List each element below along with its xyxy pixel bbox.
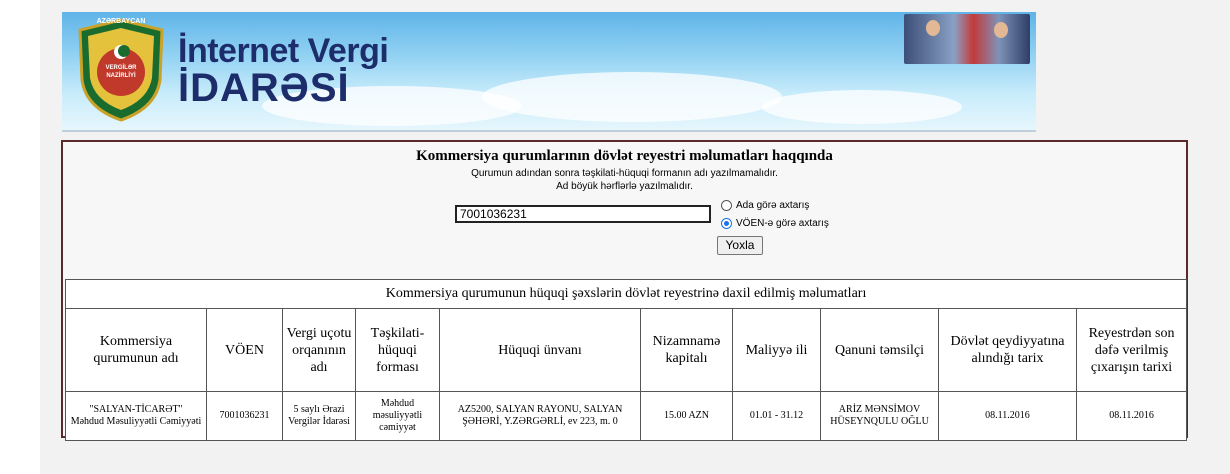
banner-title-line1: İnternet Vergi xyxy=(178,32,389,70)
column-header: Nizamnamə kapitalı xyxy=(641,309,733,392)
radio-label: Ada görə axtarış xyxy=(736,200,810,211)
search-note-1: Qurumun adından sonra təşkilati-hüquqi formanın adı yazılmamalıdır. xyxy=(471,168,778,179)
column-header: Vergi uçotu orqanının adı xyxy=(283,309,356,392)
table-row xyxy=(66,392,1187,441)
column-header: Kommersiya qurumunun adı xyxy=(66,309,207,392)
cell-company-name xyxy=(66,392,207,441)
cell-voen: 7001036231 xyxy=(207,392,283,441)
logo-letters: VN xyxy=(114,84,128,95)
banner-title-line2: İDARƏSİ xyxy=(178,66,350,110)
cell-representative: ARİZ MƏNSİMOV HÜSEYNQULU OĞLU xyxy=(821,392,939,441)
cell-tax-office: 5 saylı Ərazi Vergilər İdarəsi xyxy=(283,392,356,441)
logo-text: VERGİLƏR NAZİRLİYİ xyxy=(105,65,137,79)
company-name-line1: "SALYAN-TİCARƏT" xyxy=(89,404,183,415)
cell-address: AZ5200, SALYAN RAYONU, SALYAN ŞƏHƏRİ, Y.ZƏRGƏRLİ, ev 223, m. 0 xyxy=(440,392,641,441)
radio-button[interactable] xyxy=(721,200,732,211)
radio-label: VÖEN-ə görə axtarış xyxy=(736,218,829,229)
column-header: VÖEN xyxy=(207,309,283,392)
cell-capital: 15.00 AZN xyxy=(641,392,733,441)
radio-search-by-name[interactable] xyxy=(721,200,809,211)
column-header: Qanuni təmsilçi xyxy=(821,309,939,392)
cell-registration-date: 08.11.2016 xyxy=(939,392,1077,441)
column-header: Təşkilati-hüquqi forması xyxy=(356,309,440,392)
officials-photo xyxy=(904,14,1030,64)
search-note-2: Ad böyük hərflərlə yazılmalıdır. xyxy=(556,181,693,192)
cell-extract-date: 08.11.2016 xyxy=(1077,392,1187,441)
radio-button-checked[interactable] xyxy=(721,218,732,229)
banner-cloud xyxy=(762,90,962,124)
cell-fiscal-year: 01.01 - 31.12 xyxy=(733,392,821,441)
results-table xyxy=(65,279,1187,441)
column-header: Maliyyə ili xyxy=(733,309,821,392)
photo-person xyxy=(994,22,1008,38)
results-caption: Kommersiya qurumunun hüquqi şəxslərin dövlət reyestrinə daxil edilmiş məlumatları xyxy=(66,280,1187,309)
column-header: Hüquqi ünvanı xyxy=(440,309,641,392)
logo-top-text: AZƏRBAYCAN xyxy=(96,18,146,25)
site-banner xyxy=(62,12,1036,132)
search-input[interactable]: 7001036231 xyxy=(455,205,711,223)
company-name-line2: Məhdud Məsuliyyətli Cəmiyyəti xyxy=(70,416,202,427)
radio-search-by-voen[interactable] xyxy=(721,218,829,229)
column-header: Dövlət qeydiyyatına alındığı tarix xyxy=(939,309,1077,392)
column-header: Reyestrdən son dəfə verilmiş çıxarışın tarixi xyxy=(1077,309,1187,392)
search-panel xyxy=(61,140,1188,438)
search-title: Kommersiya qurumlarının dövlət reyestri məlumatları haqqında xyxy=(416,148,833,164)
check-button[interactable]: Yoxla xyxy=(717,236,763,255)
photo-person xyxy=(926,20,940,36)
cell-legal-form: Məhdud məsuliyyətli cəmiyyət xyxy=(356,392,440,441)
banner-cloud xyxy=(482,72,782,122)
